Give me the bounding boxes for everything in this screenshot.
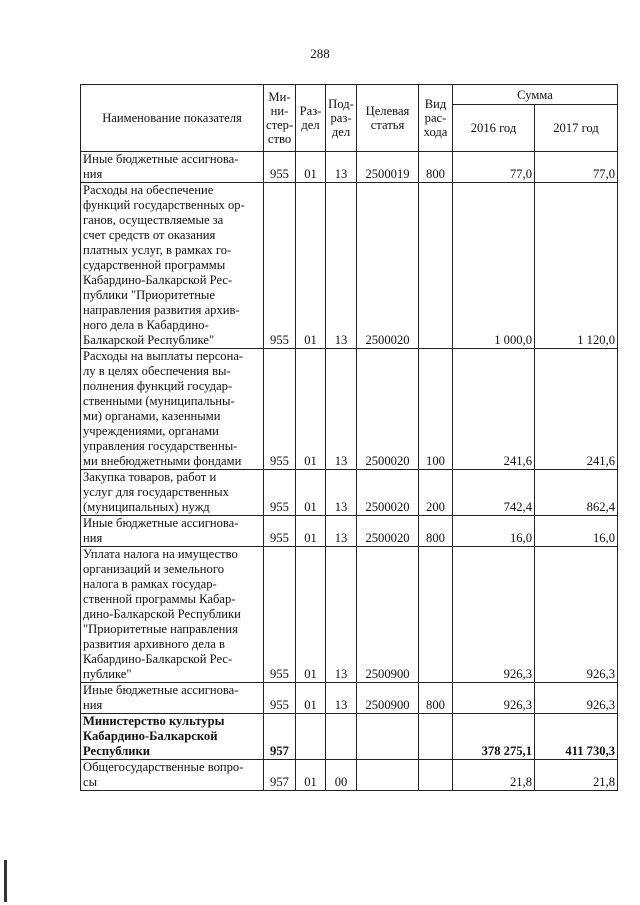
cell-name: Уплата налога на имущество организаций и земельного налога в рамках государ- ственной программы Кабар- дино-Балкарской Республики "Приоритетные направления развития архивного дела в Кабардино-Балкарской Рес- публике" [81, 547, 264, 683]
cell-section: 01 [296, 683, 326, 714]
col-header-2017: 2017 год [535, 105, 618, 152]
cell-2017: 411 730,3 [535, 714, 618, 760]
table-row [81, 683, 618, 714]
cell-2017: 21,8 [535, 760, 618, 791]
cell-expense-type: 800 [419, 152, 453, 183]
cell-target: 2500020 [357, 470, 419, 516]
cell-target [357, 760, 419, 791]
cell-target: 2500020 [357, 183, 419, 349]
cell-subsection: 00 [326, 760, 357, 791]
cell-target: 2500900 [357, 683, 419, 714]
col-header-2016: 2016 год [453, 105, 535, 152]
cell-2017: 241,6 [535, 349, 618, 470]
cell-name: Расходы на выплаты персона- лу в целях обеспечения вы- полнения функций государ- ственными (муниципальны- ми) органами, казенными учреждениями, органами управления государственны- ми внебюджетными фондами [81, 349, 264, 470]
table-row [81, 714, 618, 760]
cell-ministry: 955 [264, 183, 296, 349]
cell-expense-type [419, 183, 453, 349]
cell-2017: 862,4 [535, 470, 618, 516]
cell-2016: 926,3 [453, 547, 535, 683]
cell-name: Закупка товаров, работ и услуг для государственных (муниципальных) нужд [81, 470, 264, 516]
table-row [81, 470, 618, 516]
cell-section: 01 [296, 547, 326, 683]
table-row [81, 760, 618, 791]
cell-section [296, 714, 326, 760]
cell-2017: 16,0 [535, 516, 618, 547]
cell-2016: 926,3 [453, 683, 535, 714]
col-header-ministry: Ми- ни- стер- ство [264, 85, 296, 152]
cell-section: 01 [296, 516, 326, 547]
cell-target: 2500020 [357, 349, 419, 470]
cell-2016: 77,0 [453, 152, 535, 183]
cell-ministry: 955 [264, 683, 296, 714]
cell-section: 01 [296, 349, 326, 470]
col-header-name: Наименование показателя [81, 85, 264, 152]
cell-2017: 926,3 [535, 547, 618, 683]
cell-2016: 16,0 [453, 516, 535, 547]
cell-expense-type: 800 [419, 516, 453, 547]
cell-2016: 21,8 [453, 760, 535, 791]
cell-ministry: 955 [264, 516, 296, 547]
table-row [81, 183, 618, 349]
cell-subsection: 13 [326, 683, 357, 714]
cell-expense-type: 100 [419, 349, 453, 470]
cell-section: 01 [296, 183, 326, 349]
table-row [81, 547, 618, 683]
cell-2016: 241,6 [453, 349, 535, 470]
cell-2017: 926,3 [535, 683, 618, 714]
page-number: 288 [310, 46, 330, 61]
cell-ministry: 955 [264, 349, 296, 470]
cell-ministry: 957 [264, 714, 296, 760]
cell-target: 2500020 [357, 516, 419, 547]
cell-2017: 1 120,0 [535, 183, 618, 349]
cell-section: 01 [296, 760, 326, 791]
cell-name: Иные бюджетные ассигнова- ния [81, 683, 264, 714]
cell-subsection: 13 [326, 516, 357, 547]
cell-subsection: 13 [326, 152, 357, 183]
cell-name: Иные бюджетные ассигнова- ния [81, 516, 264, 547]
header-row-top [81, 85, 618, 105]
cell-target: 2500019 [357, 152, 419, 183]
budget-table [80, 84, 618, 791]
cell-target [357, 714, 419, 760]
col-header-subsection: Под- раз- дел [326, 85, 357, 152]
col-header-expense-type: Вид рас- хода [419, 85, 453, 152]
cell-expense-type [419, 714, 453, 760]
col-header-sum: Сумма [453, 85, 618, 105]
cell-subsection: 13 [326, 547, 357, 683]
cell-target: 2500900 [357, 547, 419, 683]
table-row [81, 349, 618, 470]
cell-ministry: 955 [264, 470, 296, 516]
cell-subsection: 13 [326, 349, 357, 470]
cell-2017: 77,0 [535, 152, 618, 183]
cell-ministry: 955 [264, 547, 296, 683]
cell-ministry: 957 [264, 760, 296, 791]
cell-expense-type [419, 547, 453, 683]
cell-subsection [326, 714, 357, 760]
col-header-target: Целевая статья [357, 85, 419, 152]
cell-name: Расходы на обеспечение функций государственных ор- ганов, осуществляемые за счет средств от оказания платных услуг, в рамках го- сударственной программы Кабардино-Балкарской Рес- публики "Приоритетные направления развития архив- ного дела в Кабардино- Балкарской Республике" [81, 183, 264, 349]
cell-section: 01 [296, 470, 326, 516]
cell-ministry: 955 [264, 152, 296, 183]
scan-mark [4, 860, 7, 902]
table-row [81, 152, 618, 183]
cell-expense-type [419, 760, 453, 791]
cell-name: Общегосударственные вопро- сы [81, 760, 264, 791]
cell-name: Иные бюджетные ассигнова- ния [81, 152, 264, 183]
cell-name: Министерство культуры Кабардино-Балкарской Республики [81, 714, 264, 760]
col-header-section: Раз- дел [296, 85, 326, 152]
cell-expense-type: 800 [419, 683, 453, 714]
cell-2016: 742,4 [453, 470, 535, 516]
cell-expense-type: 200 [419, 470, 453, 516]
cell-2016: 378 275,1 [453, 714, 535, 760]
table-body [81, 152, 618, 791]
cell-section: 01 [296, 152, 326, 183]
table-row [81, 516, 618, 547]
cell-subsection: 13 [326, 470, 357, 516]
cell-subsection: 13 [326, 183, 357, 349]
cell-2016: 1 000,0 [453, 183, 535, 349]
